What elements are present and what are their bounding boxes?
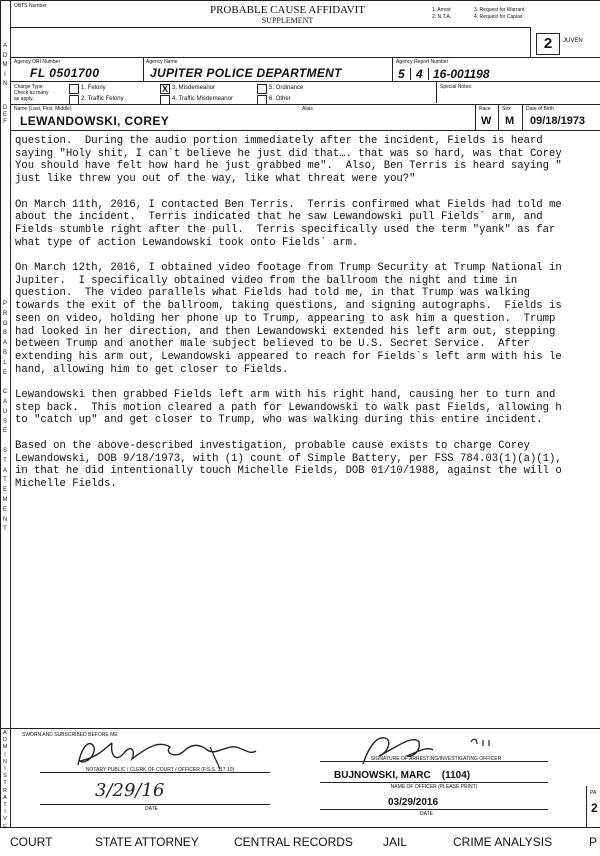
form-title: PROBABLE CAUSE AFFIDAVIT (209, 4, 366, 16)
statement-line: You should have felt how hard he just grabbed me". Also, Ben Terris is heard saying " (15, 160, 562, 173)
officer-date-label: DATE (420, 811, 433, 817)
statement-line: seen on video, holding her phone up to Trump, appearing to ask him a question. Trump (15, 312, 556, 325)
agency-name-label: Agency Name (146, 59, 178, 65)
ori-label: Agency ORI Number (14, 59, 61, 65)
misdemeanor-label: 3. Misdemeanor (172, 85, 216, 91)
felony-label: 1. Felony (81, 85, 106, 91)
traffic-felony-label: 2. Traffic Felony (81, 96, 124, 102)
other-label: 6. Other (269, 96, 291, 102)
charge-type-hint-2: as apply. (14, 96, 34, 102)
officer-signature (355, 728, 505, 772)
statement-line: Based on the above-described investigation, probable cause exists to charge Corey (15, 439, 530, 452)
statement-line: Fields stumble right after the pull. Terris specifically used the term "yank" as far (15, 223, 556, 236)
notary-date-line (40, 804, 270, 805)
def-side-label: D E F (2, 105, 8, 125)
selected-option-box: 2 (536, 33, 560, 55)
sex-divider (498, 104, 499, 130)
defendant-row-top (10, 104, 600, 105)
signature-block-top (0, 728, 600, 729)
misdemeanor-checkbox[interactable]: X (161, 84, 168, 94)
statement-line: had looked in her direction, and then Lewandowski extended his left arm out, stepping (15, 325, 556, 338)
statement-line: Lewandowski then grabbed Fields left arm with his right hand, causing her to turn and (15, 389, 556, 402)
charge-type-hint-1: Check as many (14, 90, 49, 96)
report-digit-1: 5 (398, 67, 405, 81)
officer-name-label: NAME OF OFFICER (PLEASE PRINT) (390, 784, 478, 790)
officer-date-value: 03/29/2016 (388, 797, 439, 808)
statement-line: saying "Holy shit, I can`t believe he just did that…. that was so hard, was that Corey (15, 147, 562, 160)
ori-value: FL 0501700 (30, 66, 100, 80)
agency-divider-1 (143, 57, 144, 81)
frame-bottom (0, 827, 600, 828)
distribution-jail: JAIL (383, 835, 408, 849)
report-digit-2: 4 (416, 67, 423, 81)
page-label: PA (590, 790, 597, 796)
officer-name-line (320, 782, 548, 783)
statement-line (15, 249, 600, 262)
juvenile-label: JUVEN (563, 38, 583, 44)
notary-date-label: DATE (145, 806, 158, 812)
statement-line: On March 11th, 2016, I contacted Ben Terris. Terris confirmed what Fields had told me (15, 198, 562, 211)
distribution-central-records: CENTRAL RECORDS (234, 835, 353, 849)
statement-line: about the incident. Terris indicated that he saw Lewandowski pull Fields` arm, and (15, 211, 543, 224)
sex-value: M (505, 115, 515, 127)
statement-line: just like threw you out of the way, like what threat were you?" (15, 173, 416, 186)
officer-signature-label: SIGNATURE OF ARRESTING/INVESTIGATING OFFICER (370, 756, 502, 762)
sworn-label: SWORN AND SUBSCRIBED BEFORE ME (22, 732, 118, 738)
page-box-divider (586, 786, 587, 828)
statement-line: Lewandowski, DOB 9/18/1973, with (1) count of Simple Battery, per FSS 784.03(1)(a)(1), (15, 452, 562, 465)
option-nta: 2. N.T.A. (432, 14, 452, 20)
option-box-divider (530, 27, 531, 57)
sex-label: Sex (502, 106, 511, 112)
statement-line (15, 376, 600, 389)
distribution-footer (0, 834, 600, 854)
statement-line: step back. This motion cleared a path for Lewandowski to walk past Fields, allowing h (15, 401, 562, 414)
officer-name-value: BUJNOWSKI, MARC (1104) (334, 770, 471, 781)
statement-line: to "catch up" and get closer to Trump, who was walking during this entire incident. (15, 414, 543, 427)
dob-value: 09/18/1973 (530, 115, 586, 127)
report-tick-2 (428, 68, 429, 80)
charge-row-top (10, 81, 600, 82)
probable-cause-side-label: P R O B A B L E C A U S E S T A T E M E N T (2, 301, 8, 533)
statement-top (10, 130, 600, 131)
notary-date-value: 3/29/16 (95, 780, 165, 801)
statement-line: hand, allowing him to get closer to Fields. (15, 363, 289, 376)
statement-line (15, 186, 600, 199)
defendant-name-value: LEWANDOWSKI, COREY (20, 114, 170, 128)
report-tick-1 (410, 68, 411, 80)
statement-line: extending his arm out, Lewandowski appeared to reach for Fields`s left arm with his le (15, 350, 562, 363)
traffic-misdemeanor-label: 4. Traffic Misdemeanor (172, 96, 233, 102)
notary-label: NOTARY PUBLIC / CLERK OF COURT / OFFICER (F.S.S. 117.10) (85, 767, 235, 773)
statement-line: question. During the audio portion immediately after the incident, Fields is heard (15, 135, 543, 147)
admin-side-label-top: A D M I N (2, 43, 8, 87)
felony-checkbox[interactable] (69, 84, 79, 94)
special-notes-divider (436, 81, 437, 103)
dob-label: Date of Birth (526, 106, 554, 112)
page-number: 2 (591, 801, 598, 815)
distribution-cut-off: P (589, 835, 598, 849)
option-warrant: 3. Request for Warrant (474, 7, 525, 13)
statement-line: Jupiter. I specifically obtained video from the ballroom the night and time in (15, 274, 518, 287)
special-notes-label: Special Notes: (440, 84, 473, 90)
header-divider (10, 27, 530, 28)
statement-body (15, 135, 600, 515)
option-capias: 4. Request for Capias (474, 14, 523, 20)
race-value: W (481, 115, 492, 127)
distribution-crime-analysis: CRIME ANALYSIS (453, 835, 553, 849)
form-subtitle: SUPPLEMENT (261, 16, 314, 25)
distribution-state-attorney: STATE ATTORNEY (95, 835, 199, 849)
distribution-court: COURT (10, 835, 53, 849)
alias-label: Alias (302, 106, 313, 112)
agency-name-value: JUPITER POLICE DEPARTMENT (150, 66, 342, 80)
side-column-divider (10, 0, 11, 828)
dob-divider (522, 104, 523, 130)
obts-label: OBTS Number (14, 3, 47, 9)
officer-date-line (320, 809, 548, 810)
statement-line: in that he did intentionally touch Michelle Fields, DOB 01/10/1988, against the will o (15, 465, 562, 478)
race-divider (475, 104, 476, 130)
statement-line (15, 427, 600, 440)
ordinance-label: 5. Ordinance (269, 85, 304, 91)
option-arrest: 1. Arrest (432, 7, 451, 13)
administrative-side-label: A D M I N I S T R A T I V E (2, 730, 8, 830)
statement-line: towards the exit of the ballroom, taking questions, and signing autographs. Fields is (15, 300, 562, 313)
statement-line: On March 12th, 2016, I obtained video footage from Trump Security at Trump National in (15, 262, 562, 275)
report-number-label: Agency Report Number (396, 59, 449, 65)
race-label: Race (479, 106, 491, 112)
charge-type-label: Charge Type: (14, 84, 44, 90)
statement-line: what type of action Lewandowski took onto Fields` arm. (15, 236, 359, 249)
report-number-value: 16-001198 (433, 67, 490, 81)
defendant-name-label: Name (Last, First, Middle) (14, 106, 72, 112)
statement-line: question. The video parallels what Fields had told me, in that Trump was walking (15, 287, 530, 300)
ordinance-checkbox[interactable] (257, 84, 267, 94)
frame-top (0, 0, 600, 1)
statement-line: between Trump and another male subject believed to be U.S. Secret Service. After (15, 338, 530, 351)
statement-line: Michelle Fields. (15, 477, 117, 490)
agency-divider-2 (392, 57, 393, 81)
agency-row-top (10, 57, 600, 58)
